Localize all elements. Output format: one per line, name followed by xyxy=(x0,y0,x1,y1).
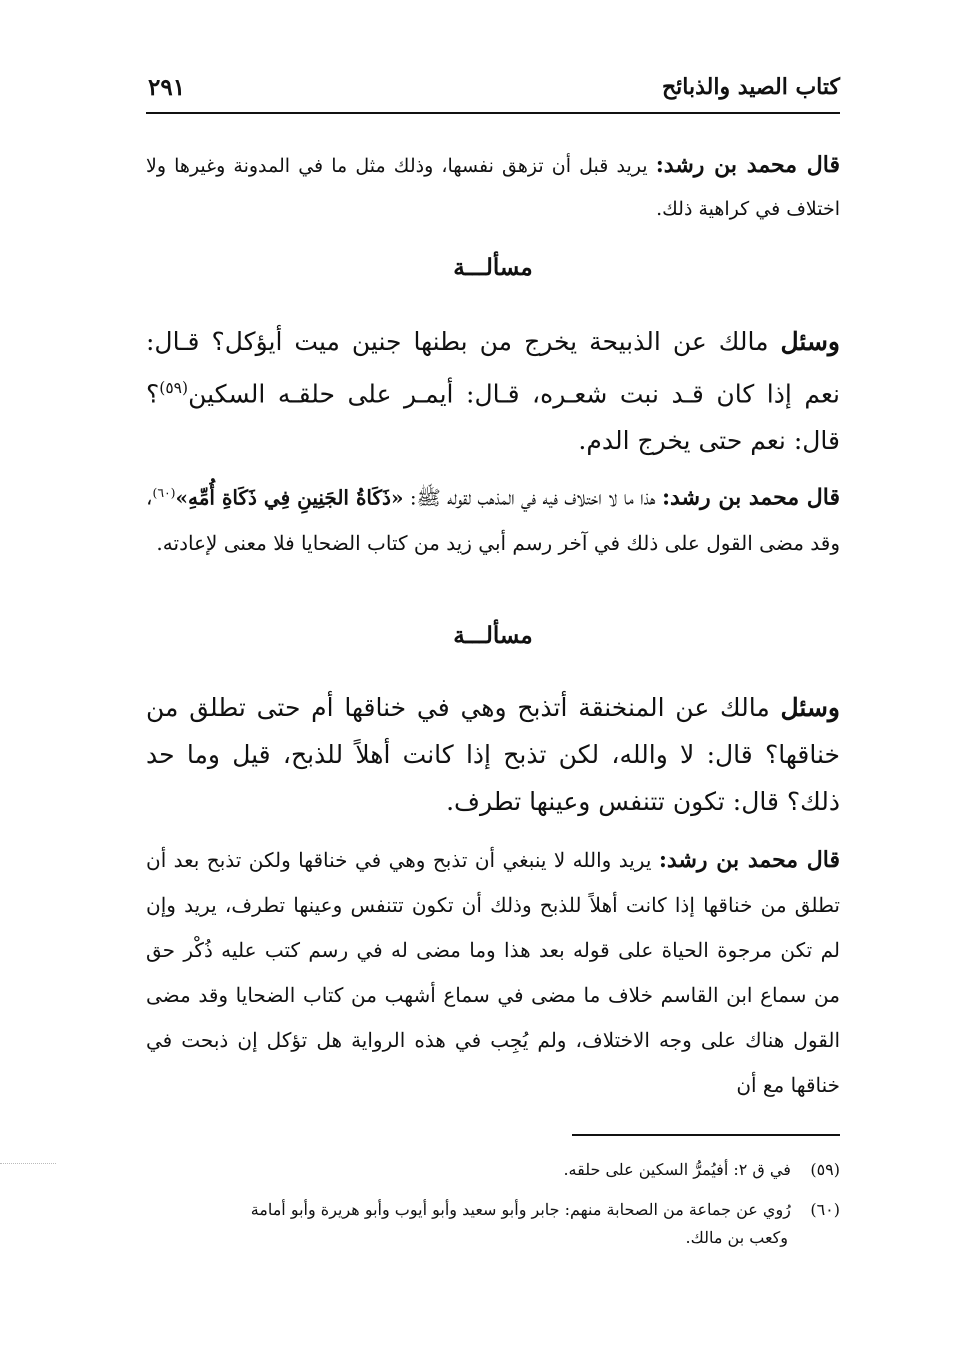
footnote-number: (٥٩) xyxy=(810,1160,840,1179)
page-header xyxy=(146,74,840,114)
section-heading: مسألـــة xyxy=(453,622,533,649)
footnote-continuation: وكعب بن مالك. xyxy=(685,1228,788,1247)
paragraph-lead: قال محمد بن رشد: xyxy=(658,847,841,873)
footnote-59 xyxy=(146,1156,840,1184)
footnote-ref-60[interactable]: (٦٠) xyxy=(152,485,176,500)
footnote-text: في ق ٢: أفيُمرُّ السكين على حلقه. xyxy=(563,1160,791,1179)
paragraph-text: مالك عن الذبيحة يخرج من بطنها جنين ميت أيؤكل؟ قـال: نعم إذا كان قـد نبت شعـره، قـال: أيمـر على حلقـه السكين xyxy=(146,327,840,409)
section-heading: مسألـــة xyxy=(453,254,533,281)
paragraph-2 xyxy=(146,318,840,464)
paragraph-lead: قال محمد بن رشد: xyxy=(661,484,841,511)
footnote-text: رُوي عن جماعة من الصحابة منهم: جابر وأبو سعيد وأبو أيوب وأبو هريرة وأبو أمامة xyxy=(250,1200,791,1219)
paragraph-lead: وسئل xyxy=(780,327,840,356)
footnote-number: (٦٠) xyxy=(810,1200,840,1219)
paragraph-lead: وسئل xyxy=(780,693,840,722)
paragraph-text-tail: ؟ قال: نعم حتى يخرج الدم. xyxy=(146,379,840,456)
footnote-60 xyxy=(146,1196,840,1252)
paragraph-1 xyxy=(146,144,840,231)
footnote-ref-59[interactable]: (٥٩) xyxy=(159,379,189,397)
page-number: ٢٩١ xyxy=(148,74,186,101)
footnote-separator xyxy=(572,1134,840,1136)
paragraph-text: هذا ما لا اختلاف فيه في المذهب لقوله ﷺ: xyxy=(409,485,656,510)
running-title: كتاب الصيد والذبائح xyxy=(661,74,840,100)
hadith-quote: «ذَكَاةُ الجَنِينِ فِي ذَكَاةِ أُمِّهِ» xyxy=(175,485,404,510)
paragraph-3 xyxy=(146,470,840,566)
paragraph-4 xyxy=(146,684,840,825)
paragraph-lead: قال محمد بن رشد: xyxy=(655,152,840,178)
paragraph-text: يريد والله لا ينبغي أن تذبح وهي في خناقها ولكن تذبح بعد أن تطلق من خناقها إذا كانت أهلاً للذبح وذلك أن تكون تتنفس وعينها تطرف، يريد وإن لم تكن مرجوة الحياة على قوله بعد هذا وما مضى له في رسم كتب عليه ذُكْر حق من سماع ابن القاسم خلاف ما مضى في سماع أشهب من كتاب الضحايا وقد مضى القول هناك على وجه الاختلاف، ولم يُجِب في هذه الرواية هل تؤكل إن ذبحت في خناقها مع أن xyxy=(146,848,840,1097)
paragraph-5 xyxy=(146,838,840,1108)
book-page xyxy=(146,0,840,1369)
paragraph-text: يريد قبل أن تزهق نفسها، وذلك مثل ما في المدونة وغيرها ولا اختلاف في كراهية ذلك. xyxy=(146,155,840,220)
paragraph-text: مالك عن المنخنقة أتذبح وهي في خناقها أم حتى تطلق من خناقها؟ قال: لا والله، لكن تذبح إذا كانت أهلاً للذبح، قيل وما حد ذلك؟ قال: تكون تتنفس وعينها تطرف. xyxy=(146,693,840,816)
scan-edge-mark xyxy=(0,1163,56,1164)
paragraph-text-tail: ، وقد مضى القول على ذلك في آخر رسم أبي زيد من كتاب الضحايا فلا معنى لإعادته. xyxy=(146,485,840,555)
